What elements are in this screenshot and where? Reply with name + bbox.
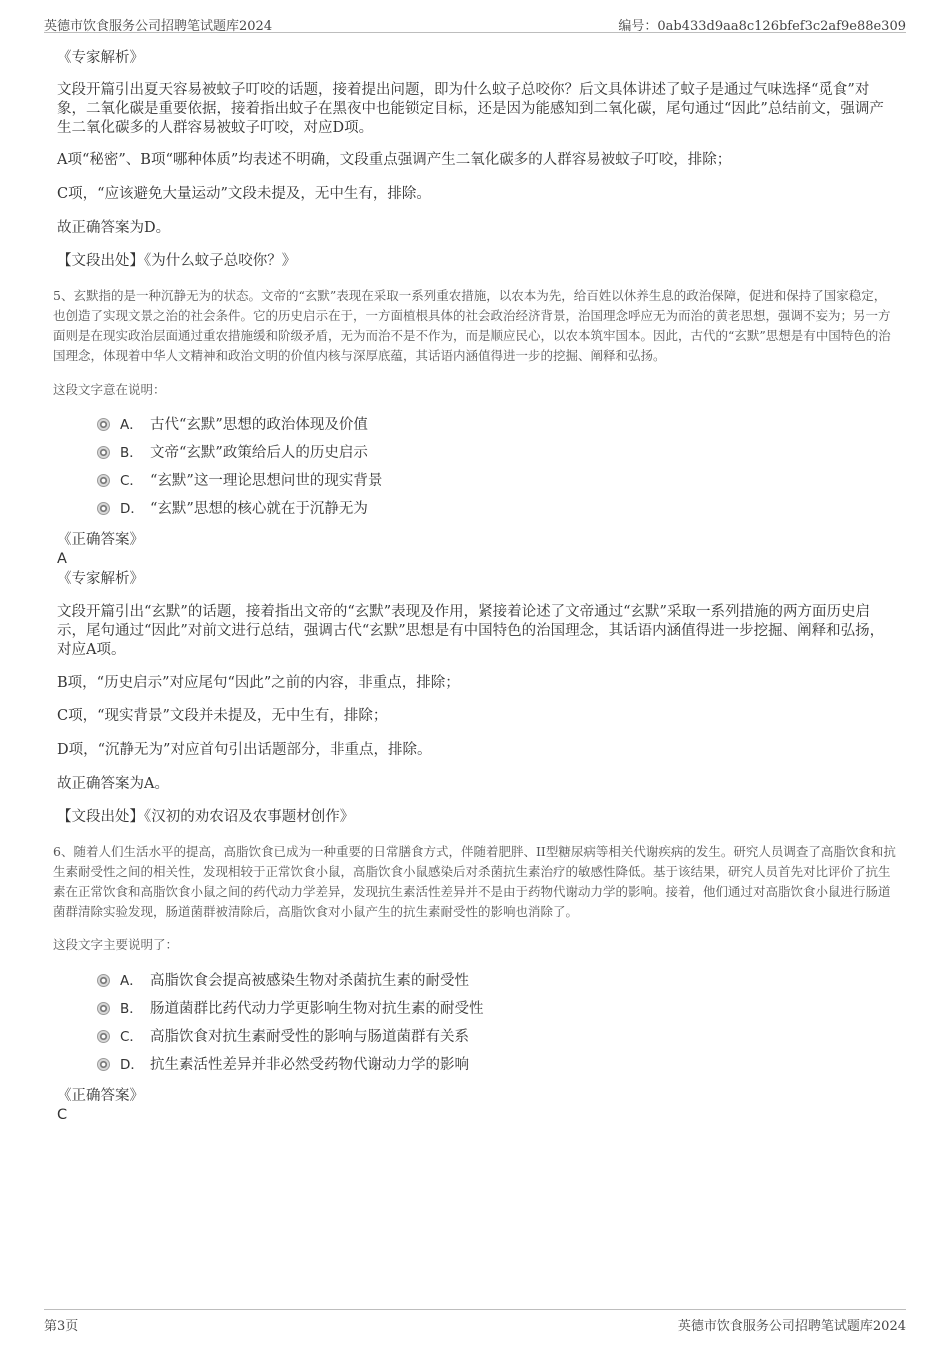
q5-option-a[interactable] — [97, 415, 368, 437]
option-letter: B． — [120, 445, 143, 461]
q5-analysis-p3: D项，“沉静无为”对应首句引出话题部分，非重点，排除。 — [57, 742, 432, 758]
q5-stem: 5、玄默指的是一种沉静无为的状态。文帝的“玄默”表现在采取一系列重农措施，以农本为先，给百姓以休养生息的政治保障，促进和保持了国家稳定，也创造了实现文景之治的社会条件。它的历史启示在于，一方面植根具体的社会政治经济背景，治国理念呼应无为而治的黄老思想，强调不妄为；另一方面则是在现实政治层面通过重农措施缓和阶级矛盾，无为而治不是不作为，而是顺应民心，以农本筑牢国本。因此，古代的“玄默”思想是有中国特色的治国理念，体现着中华人文精神和政治文明的价值内核与深厚底蕴，其话语内涵值得进一步的挖掘、阐释和弘扬。 — [53, 288, 891, 363]
option-letter: C． — [120, 473, 143, 489]
q5-analysis-p1: B项，“历史启示”对应尾句“因此”之前的内容，非重点，排除； — [57, 675, 460, 691]
q4-analysis-p2: C项，“应该避免大量运动”文段未提及，无中生有，排除。 — [57, 186, 431, 202]
q4-analysis-p3: 故正确答案为D。 — [57, 220, 171, 236]
page-footer — [44, 1309, 906, 1332]
option-text: 肠道菌群比药代动力学更影响生物对抗生素的耐受性 — [150, 1001, 484, 1017]
option-letter: A． — [120, 973, 143, 989]
radio-icon[interactable] — [97, 1030, 110, 1043]
option-letter: A． — [120, 417, 143, 433]
q6-question: 这段文字主要说明了： — [53, 937, 179, 952]
q6-option-c[interactable] — [97, 1027, 469, 1049]
q6-answer: C — [57, 1107, 68, 1123]
q4-analysis: 文段开篇引出夏天容易被蚊子叮咬的话题，接着提出问题，即为什么蚊子总咬你？后文具体讲述了蚊子是通过气味选择“觅食”对象，二氧化碳是重要依据，接着指出蚊子在黑夜中也能锁定目标，还是因为能感知到二氧化碳，尾句通过“因此”总结前文，强调产生二氧化碳多的人群容易被蚊子叮咬，对应D项。 — [57, 82, 884, 136]
option-text: 抗生素活性差异并非必然受药物代谢动力学的影响 — [150, 1057, 469, 1073]
q6-stem: 6、随着人们生活水平的提高，高脂饮食已成为一种重要的日常膳食方式，伴随着肥胖、II型糖尿病等相关代谢疾病的发生。研究人员调查了高脂饮食和抗生素耐受性之间的相关性，发现相较于正常饮食小鼠，高脂饮食小鼠感染后对杀菌抗生素治疗的敏感性降低。基于该结果，研究人员首先对比评价了抗生素在正常饮食和高脂饮食小鼠之间的药代动力学差异，发现抗生素活性差异并不是由于药物代谢动力学的影响。接着，他们通过对高脂饮食小鼠进行肠道菌群清除实验发现，肠道菌群被清除后，高脂饮食对小鼠产生的抗生素耐受性的影响也消除了。 — [53, 844, 896, 919]
option-letter: D． — [120, 501, 144, 517]
document-id: 编号：0ab433d9aa8c126bfef3c2af9e88e309 — [618, 19, 906, 34]
option-text: “玄默”思想的核心就在于沉静无为 — [150, 501, 368, 517]
option-text: 高脂饮食对抗生素耐受性的影响与肠道菌群有关系 — [150, 1029, 469, 1045]
q6-option-b[interactable] — [97, 999, 484, 1021]
q6-option-a[interactable] — [97, 971, 469, 993]
option-letter: C． — [120, 1029, 143, 1045]
footer-title: 英德市饮食服务公司招聘笔试题库2024 — [677, 1319, 906, 1334]
q4-analysis-title: 《专家解析》 — [57, 50, 144, 66]
q5-analysis: 文段开篇引出“玄默”的话题，接着指出文帝的“玄默”表现及作用，紧接着论述了文帝通过“玄默”采取一系列措施的两方面历史启示，尾句通过“因此”对前文进行总结，强调古代“玄默”思想是有中国特色的治国理念，其话语内涵值得进一步挖掘、阐释和弘扬，对应A项。 — [57, 604, 885, 658]
q5-source: 【文段出处】《汉初的劝农诏及农事题材创作》 — [57, 809, 355, 825]
q6-option-d[interactable] — [97, 1055, 469, 1077]
q5-analysis-title: 《专家解析》 — [57, 571, 144, 587]
q5-question: 这段文字意在说明： — [53, 382, 166, 397]
option-letter: D． — [120, 1057, 144, 1073]
q5-option-c[interactable] — [97, 471, 382, 493]
radio-icon[interactable] — [97, 474, 110, 487]
header-title: 英德市饮食服务公司招聘笔试题库2024 — [44, 19, 273, 34]
page-number: 第3页 — [44, 1319, 79, 1334]
option-text: 高脂饮食会提高被感染生物对杀菌抗生素的耐受性 — [150, 973, 469, 989]
q5-option-b[interactable] — [97, 443, 368, 465]
option-text: “玄默”这一理论思想问世的现实背景 — [150, 473, 383, 489]
radio-icon[interactable] — [97, 1002, 110, 1015]
q6-answer-title: 《正确答案》 — [57, 1088, 144, 1104]
option-letter: B． — [120, 1001, 143, 1017]
radio-icon[interactable] — [97, 446, 110, 459]
q4-source: 【文段出处】《为什么蚊子总咬你？》 — [57, 253, 297, 269]
q5-answer-title: 《正确答案》 — [57, 532, 144, 548]
q5-option-d[interactable] — [97, 499, 368, 521]
radio-icon[interactable] — [97, 502, 110, 515]
q4-analysis-p1: A项“秘密”、B项“哪种体质”均表述不明确，文段重点强调产生二氧化碳多的人群容易被蚊子叮咬，排除； — [57, 152, 732, 168]
option-text: 文帝“玄默”政策给后人的历史启示 — [150, 445, 368, 461]
q5-answer: A — [57, 551, 67, 567]
page-header — [44, 12, 906, 33]
q5-analysis-p4: 故正确答案为A。 — [57, 776, 169, 792]
radio-icon[interactable] — [97, 1058, 110, 1071]
radio-icon[interactable] — [97, 974, 110, 987]
radio-icon[interactable] — [97, 418, 110, 431]
option-text: 古代“玄默”思想的政治体现及价值 — [150, 417, 368, 433]
q5-analysis-p2: C项，“现实背景”文段并未提及，无中生有，排除； — [57, 708, 388, 724]
